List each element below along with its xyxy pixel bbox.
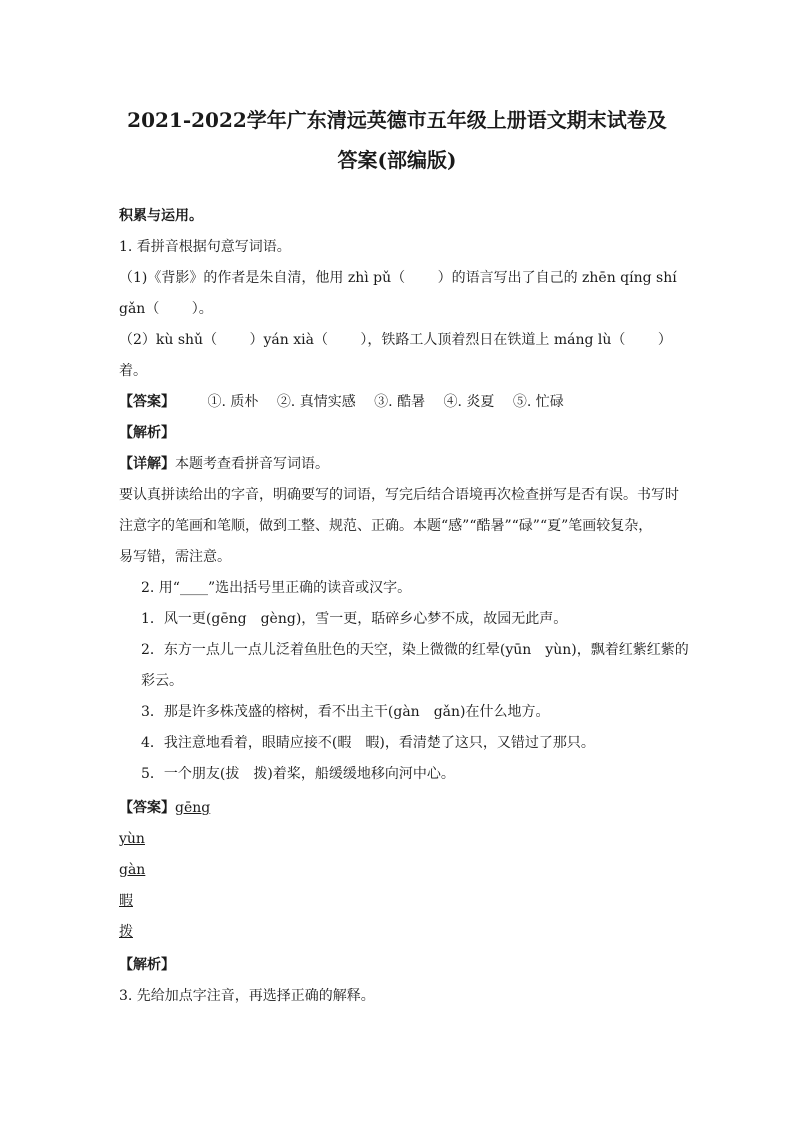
answer-item: ⑤. 忙碌 <box>512 394 564 410</box>
q3-stem: 3. 先给加点字注音，再选择正确的解释。 <box>119 988 375 1004</box>
answer-label: 【答案】 <box>119 800 175 816</box>
doc-title-line-1: 2021-2022学年广东清远英德市五年级上册语文期末试卷及 <box>127 108 667 132</box>
answer-item: gàn <box>119 862 146 878</box>
q2-item-1: 1．风一更(gēng gèng)，雪一更，聒碎乡心梦不成，故园无此声。 <box>141 611 568 627</box>
section-heading: 积累与运用。 <box>119 208 203 224</box>
answer-item: 暇 <box>119 893 133 909</box>
q2-item-4: 4．我注意地看着，眼睛应接不(暇 暇)，看清楚了这只，又错过了那只。 <box>141 735 595 751</box>
answer-item: gēng <box>175 800 211 816</box>
q1-sentence-1a: （1)《背影》的作者是朱自清，他用 zhì pǔ（ ）的语言写出了自己的 zhēn qíng shí <box>119 270 677 286</box>
q2-item-5: 5．一个朋友(拔 拨)着桨，船缓缓地移向河中心。 <box>141 766 455 782</box>
q2-item-2a: 2．东方一点儿一点儿泛着鱼肚色的天空，染上微微的红晕(yūn yùn)，飘着红紫红紫的 <box>141 642 689 658</box>
q1-sentence-2b: 着。 <box>119 363 147 379</box>
q1-answer-row <box>119 393 564 411</box>
q2-stem: 2. 用“____”选出括号里正确的读音或汉字。 <box>141 580 412 596</box>
detail-text: 本题考查看拼音写词语。 <box>175 456 329 472</box>
q1-sentence-2a: （2）kù shǔ（ ）yán xià（ ），铁路工人顶着烈日在铁道上 máng lù（ ） <box>119 332 672 348</box>
q2-item-3: 3．那是许多株茂盛的榕树，看不出主干(gàn gǎn)在什么地方。 <box>141 704 550 720</box>
q2-answer-row <box>119 799 210 817</box>
q1-explain-1: 要认真拼读给出的字音，明确要写的词语，写完后结合语境再次检查拼写是否有误。书写时 <box>119 487 679 503</box>
doc-title-line-2: 答案(部编版) <box>337 148 457 172</box>
q1-stem: 1. 看拼音根据句意写词语。 <box>119 239 291 255</box>
answer-item: ②. 真情实感 <box>276 394 356 410</box>
detail-label: 【详解】 <box>119 456 175 472</box>
answer-item: ③. 酷暑 <box>374 394 426 410</box>
answer-item: ④. 炎夏 <box>443 394 495 410</box>
answer-item: yùn <box>119 831 145 847</box>
q1-analysis-label: 【解析】 <box>119 425 175 441</box>
answer-label: 【答案】 <box>119 394 175 410</box>
q1-detail <box>119 455 329 473</box>
q2-analysis-label: 【解析】 <box>119 957 175 973</box>
q2-item-2b: 彩云。 <box>141 673 183 689</box>
answer-item: ①. 质朴 <box>207 394 259 410</box>
q1-explain-3: 易写错，需注意。 <box>119 549 231 565</box>
q1-sentence-1b: gǎn（ ）。 <box>119 301 213 317</box>
answer-item: 拨 <box>119 924 133 940</box>
q1-explain-2: 注意字的笔画和笔顺，做到工整、规范、正确。本题“感”“酷暑”“碌”“夏”笔画较复杂， <box>119 518 653 534</box>
